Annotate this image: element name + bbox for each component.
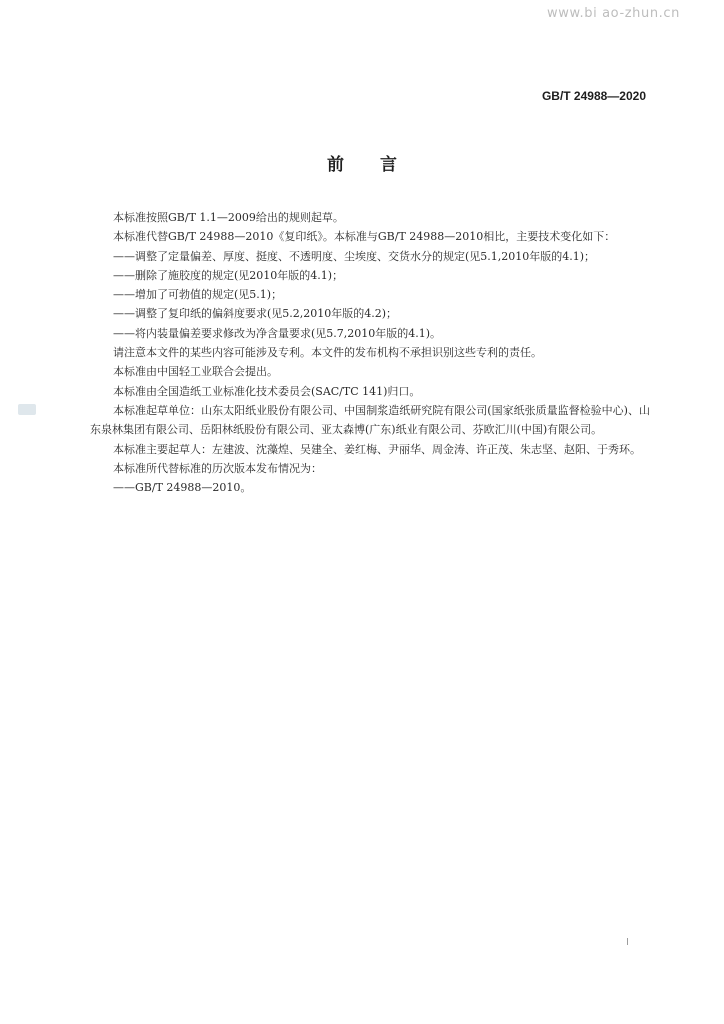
paragraph: 本标准所代替标准的历次版本发布情况为：: [113, 461, 322, 475]
list-item: ——GB/T 24988—2010。: [113, 481, 252, 495]
standard-number: GB/T 24988—2020: [541, 89, 646, 103]
page-number: I: [626, 937, 629, 948]
list-item: ——调整了定量偏差、厚度、挺度、不透明度、尘埃度、交货水分的规定(见5.1,2010年版的4.1)；: [113, 249, 596, 263]
paragraph: 本标准起草单位：山东太阳纸业股份有限公司、中国制浆造纸研究院有限公司(国家纸张质量监督检验中心)、山东泉林集团有限公司、岳阳林纸股份有限公司、亚太森博(广东)纸业有限公司、芬欧汇川(中国)有限公司。: [90, 403, 650, 437]
document-body: [90, 208, 650, 497]
paragraph: 本标准由全国造纸工业标准化技术委员会(SAC/TC 141)归口。: [113, 384, 421, 398]
paragraph: 本标准主要起草人：左建波、沈藻煌、吴建全、姜红梅、尹丽华、周金涛、许正茂、朱志坚、赵阳、于秀环。: [113, 442, 641, 456]
page-title: 前言: [327, 155, 433, 175]
list-item: ——增加了可勃值的规定(见5.1)；: [113, 288, 283, 302]
paragraph: 请注意本文件的某些内容可能涉及专利。本文件的发布机构不承担识别这些专利的责任。: [113, 346, 542, 360]
paragraph: 本标准按照GB/T 1.1—2009给出的规则起草。: [113, 211, 344, 224]
side-tab-marker: [18, 404, 36, 415]
list-item: ——删除了施胶度的规定(见2010年版的4.1)；: [113, 268, 344, 282]
list-item: ——将内装量偏差要求修改为净含量要求(见5.7,2010年版的4.1)。: [113, 326, 442, 340]
list-item: ——调整了复印纸的偏斜度要求(见5.2,2010年版的4.2)；: [113, 307, 398, 321]
watermark-url: www.bi ao-zhun.cn: [547, 6, 680, 21]
paragraph: 本标准由中国轻工业联合会提出。: [113, 365, 278, 379]
paragraph: 本标准代替GB/T 24988—2010《复印纸》。本标准与GB/T 24988—2010相比，主要技术变化如下：: [113, 230, 616, 244]
